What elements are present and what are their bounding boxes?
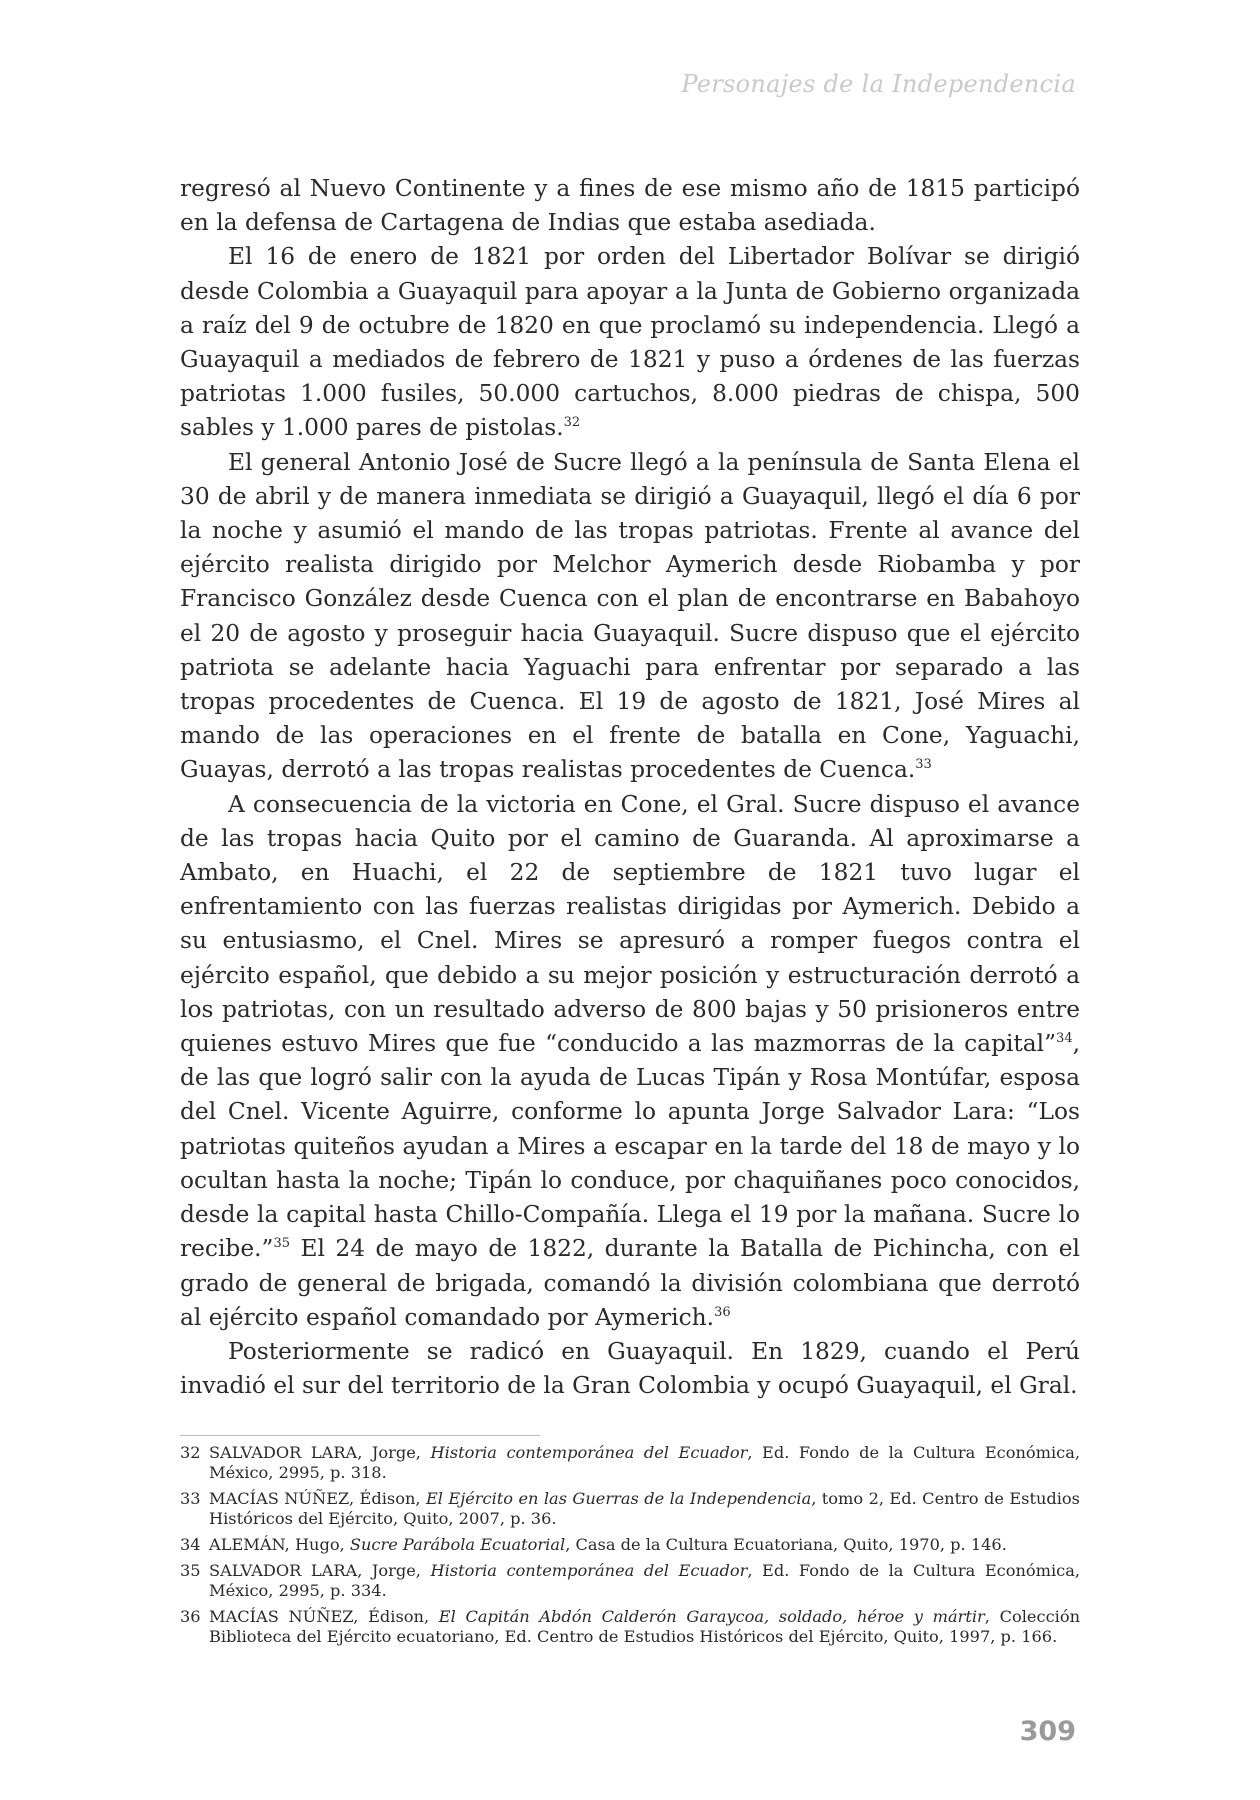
footnote-number: 35	[180, 1561, 201, 1580]
footnote-divider	[180, 1435, 540, 1436]
body-text	[180, 172, 1080, 1403]
footnote-details: , Ed. Fondo de la Cultura Económica, México, 2995, p. 318.	[209, 1443, 1081, 1482]
paragraph-text: Posteriormente se radicó en Guayaquil. En 1829, cuando el Perú invadió el sur del territorio de la Gran Colombia y ocupó Guayaquil, el Gral.	[180, 1337, 1080, 1400]
footnote	[180, 1489, 1080, 1529]
paragraph	[180, 240, 1080, 445]
paragraph	[180, 172, 1080, 240]
footnote-text	[209, 1443, 1080, 1483]
footnote	[180, 1535, 1080, 1555]
footnote-ref[interactable]: 36	[714, 1304, 731, 1320]
footnote	[180, 1607, 1080, 1647]
footnote-title: Historia contemporánea del Ecuador	[430, 1443, 748, 1462]
paragraph-text: El general Antonio José de Sucre llegó a la península de Santa Elena el 30 de abril y de manera inmediata se dirigió a Guayaquil, llegó el día 6 por la noche y asumió el mando de las tropas patriotas. Frente al avance del ejército realista dirigido por Melchor Aymerich desde Riobamba y por Francisco González desde Cuenca con el plan de encontrarse en Babahoyo el 20 de agosto y proseguir hacia Guayaquil. Sucre dispuso que el ejército patriota se adelante hacia Yaguachi para enfrentar por separado a las tropas procedentes de Cuenca. El 19 de agosto de 1821, José Mires al mando de las operaciones en el frente de batalla en Cone, Yaguachi, Guayas, derrotó a las tropas realistas procedentes de Cuenca.	[180, 448, 1080, 784]
footnote-title: El Capitán Abdón Calderón Garaycoa, soldado, héroe y mártir	[438, 1607, 985, 1626]
footnote-details: , Colección Biblioteca del Ejército ecuatoriano, Ed. Centro de Estudios Históricos del Ejército, Quito, 1997, p. 166.	[209, 1607, 1080, 1646]
footnote-ref[interactable]: 35	[273, 1236, 290, 1252]
footnote-number: 36	[180, 1607, 201, 1626]
paragraph-text: regresó al Nuevo Continente y a fines de ese mismo año de 1815 participó en la defensa de Cartagena de Indias que estaba asediada.	[180, 175, 1080, 237]
footnotes	[180, 1443, 1080, 1653]
footnote-ref[interactable]: 34	[1056, 1031, 1073, 1047]
footnote-author: MACÍAS NÚÑEZ, Édison,	[209, 1489, 426, 1508]
footnote-details: , tomo 2, Ed. Centro de Estudios Históricos del Ejército, Quito, 2007, p. 36.	[209, 1489, 1080, 1528]
footnote-author: SALVADOR LARA, Jorge,	[209, 1561, 431, 1580]
footnote-ref[interactable]: 33	[915, 757, 932, 773]
paragraph-text: A consecuencia de la victoria en Cone, el Gral. Sucre dispuso el avance de las tropas hacia Quito por el camino de Guaranda. Al aproximarse a Ambato, en Huachi, el 22 de septiembre de 1821 tuvo lugar el enfrentamiento con las fuerzas realistas dirigidas por Aymerich. Debido a su entusiasmo, el Cnel. Mires se apresuró a romper fuegos contra el ejército español, que debido a su mejor posición y estructuración derrotó a los patriotas, con un resultado adverso de 800 bajas y 50 prisioneros entre quienes estuvo Mires que fue “conducido a las mazmorras de la capital”	[180, 790, 1080, 1058]
paragraph	[180, 1335, 1080, 1403]
footnote-text	[209, 1607, 1080, 1647]
footnote-author: MACÍAS NÚÑEZ, Édison,	[209, 1607, 439, 1626]
footnote-number: 33	[180, 1489, 201, 1508]
footnote-title: El Ejército en las Guerras de la Independencia	[425, 1489, 812, 1508]
footnote-number: 34	[180, 1535, 201, 1554]
footnote-author: ALEMÁN, Hugo,	[209, 1535, 350, 1554]
paragraph	[180, 788, 1080, 1335]
page-number: 309	[1019, 1716, 1076, 1747]
paragraph-text: , de las que logró salir con la ayuda de Lucas Tipán y Rosa Montúfar, esposa del Cnel. Vicente Aguirre, conforme lo apunta Jorge Salvador Lara: “Los patriotas quiteños ayudan a Mires a escapar en la tarde del 18 de mayo y lo ocultan hasta la noche; Tipán lo conduce, por chaquiñanes poco conocidos, desde la capital hasta Chillo-Compañía. Llega el 19 por la mañana. Sucre lo recibe.”	[180, 1030, 1080, 1263]
footnote-text	[209, 1535, 1080, 1555]
footnote-text	[209, 1561, 1080, 1601]
footnote	[180, 1561, 1080, 1601]
footnote-title: Sucre Parábola Ecuatorial	[349, 1535, 566, 1554]
footnote-title: Historia contemporánea del Ecuador	[430, 1561, 748, 1580]
paragraph-text: El 24 de mayo de 1822, durante la Batalla de Pichincha, con el grado de general de brigada, comandó la división colombiana que derrotó al ejército español comandado por Aymerich.	[180, 1235, 1080, 1331]
footnote-author: SALVADOR LARA, Jorge,	[209, 1443, 431, 1462]
footnote-ref[interactable]: 32	[563, 415, 581, 431]
paragraph	[180, 446, 1080, 788]
footnote-details: , Ed. Fondo de la Cultura Económica, México, 2995, p. 334.	[209, 1561, 1081, 1600]
paragraph-text: El 16 de enero de 1821 por orden del Libertador Bolívar se dirigió desde Colombia a Guayaquil para apoyar a la Junta de Gobierno organizada a raíz del 9 de octubre de 1820 en que proclamó su independencia. Llegó a Guayaquil a mediados de febrero de 1821 y puso a órdenes de las fuerzas patriotas 1.000 fusiles, 50.000 cartuchos, 8.000 piedras de chispa, 500 sables y 1.000 pares de pistolas.	[180, 243, 1080, 442]
footnote-details: , Casa de la Cultura Ecuatoriana, Quito, 1970, p. 146.	[565, 1535, 1007, 1554]
running-header-title: Personajes de la Independencia	[681, 70, 1076, 98]
footnote-text	[209, 1489, 1080, 1529]
footnote-number: 32	[180, 1443, 201, 1462]
footnote	[180, 1443, 1080, 1483]
